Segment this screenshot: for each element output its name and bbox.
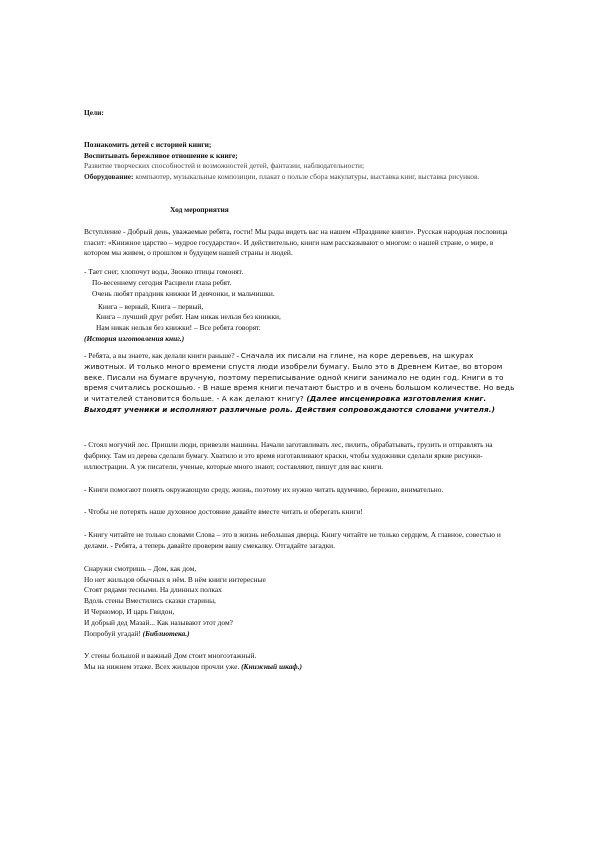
- riddle-1-line: И добрый дед Мазай... Как называют этот дом?: [84, 617, 233, 627]
- history-staging: (Далее инсценировка изготовления книг. Выходят ученики и исполняют различные роль. Действия сопровождаются словами учителя.): [84, 394, 496, 415]
- poem-1-line: - Тает снег, хлопочут воды, Звонко птицы гомонят.: [84, 267, 244, 277]
- riddle-1-line: Стоят рядами тесными. На длинных полках: [84, 585, 222, 595]
- equipment-paragraph: [84, 172, 516, 183]
- history-label: (История изготовления книг.): [84, 333, 185, 343]
- riddle-1-line: Попробуй угадай!: [84, 628, 143, 638]
- poem-1-line: Книга – лучший друг ребят. Нам никак нельзя без книжки,: [96, 312, 281, 322]
- heritage-paragraph: - Чтобы не потерять наше духовное достояние давайте вместе читать и оберегать книги!: [84, 507, 363, 517]
- history-question: - Ребята, а вы знаете, как делали книги раньше? -: [84, 350, 241, 360]
- riddle-1: [84, 564, 516, 640]
- riddle-1-line: Снаружи смотришь – Дом, как дом,: [84, 563, 197, 573]
- history-paragraph: [84, 351, 516, 416]
- poem-1: [84, 267, 516, 334]
- riddle-2-answer: (Книжный шкаф.): [241, 662, 303, 672]
- event-title: Ход мероприятия: [170, 204, 229, 214]
- riddle-1-line: Но нет жильцов обычных в нём. В нём книги интересные: [84, 574, 266, 584]
- goal-1: Познакомить детей с историей книги;: [84, 139, 212, 149]
- riddle-2-line: Мы на нижнем этаже. Всех жильцов прочли уже.: [84, 662, 242, 672]
- riddle-1-line: Вдоль стены Вместились сказки старины,: [84, 596, 216, 606]
- equipment-text: компьютер, музыкальные композиции, плакат о пользе сбора макулатуры, выставка книг, выставка рисунков.: [133, 172, 480, 182]
- riddle-1-last-line: [84, 629, 516, 640]
- goal-3: Развитие творческих способностей и возможностей детей, фантазии, наблюдательности;: [84, 161, 365, 171]
- riddle-2-last-line: [84, 662, 516, 673]
- equipment-label: Оборудование:: [84, 172, 134, 182]
- riddle-2-line: У стены большой и важный Дом стоит многоэтажный.: [84, 651, 257, 661]
- poem-1-line: Очень любят праздник книжки И девчонки, и мальчишки.: [92, 288, 275, 298]
- history-text: Сначала их писали на глине, на коре деревьев, на шкурах животных. И только много времени спустя люди изобрели бумагу. Было это в Древнем Китае, во втором веке. Писали на бумаге вручную, поэтому переписывание одной книги занимало не один год. Книги в то время считались роскошью. - В наше время книги печатают быстро и в очень большом количестве. Но ведь и читателей становится больше. - А как делают книгу?: [84, 350, 515, 404]
- goal-2: Воспитывать бережливое отношение к книге;: [84, 150, 238, 160]
- forest-paragraph: - Стоял могучий лес. Пришли люди, привезли машины. Начали заготавливать лес, пилить, обрабатывать, грузить и отправлять на фабрику. Там из дерева сделали бумагу. Хватило и это время изготавливают краски, чтобы художники сделали яркие рисунки-иллюстрации. А уж писатели, ученые, которые много знают, составляют, пишут для вас книги.: [84, 440, 493, 471]
- reading-paragraph: - Книгу читайте не только словами Слова – это в жизнь небольшая дверца. Книгу читайте не только сердцем, А главное, совестью и делами. - Ребята, а теперь давайте проверим вашу смекалку. Отгадайте загадки.: [84, 530, 501, 550]
- riddle-2: [84, 651, 516, 673]
- goals-heading: Цели:: [84, 108, 104, 117]
- poem-1-line: Книга – верный, Книга – первый,: [98, 301, 204, 311]
- poem-1-line: По-весеннему сегодня Расцвели глаза ребят.: [92, 277, 232, 287]
- poem-1-line: Нам никак нельзя без книжки! – Все ребята говорят.: [96, 323, 261, 333]
- riddle-1-line: И Черномор, И царь Гвидон,: [84, 606, 175, 616]
- help-paragraph: - Книги помогают понять окружающую среду, жизнь, поэтому их нужно читать вдумчиво, бережно, внимательно.: [84, 484, 444, 494]
- riddle-1-answer: (Библиотека.): [142, 628, 190, 638]
- document-page: [84, 108, 516, 673]
- intro-paragraph: Вступление - Добрый день, уважаемые ребята, гости! Мы рады видеть вас на нашем «Празднике книги». Русская народная пословица гласит: «Книжное царство – мудрое государство». И действительно, книги нам рассказывают о многом: о нашей стране, о мире, в котором мы живем, о прошлом и будущем нашей страны и людей.: [84, 226, 508, 258]
